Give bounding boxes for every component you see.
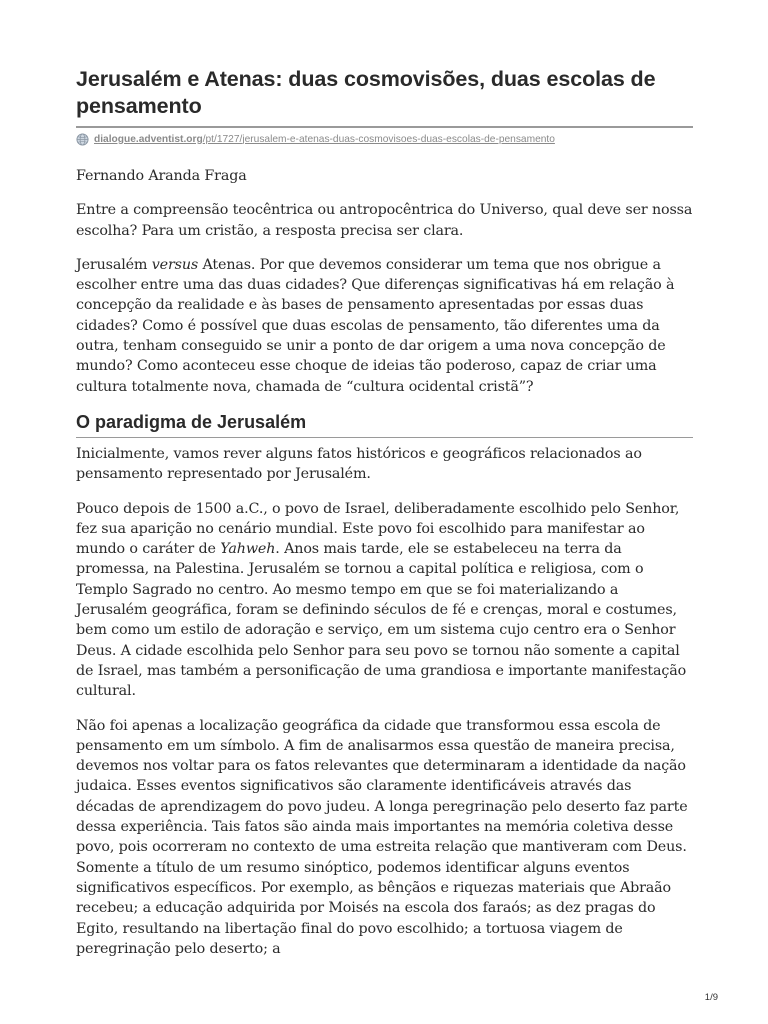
globe-icon <box>76 133 89 146</box>
paragraph-2-rest: Atenas. Por que devemos considerar um tema que nos obrigue a escolher entre uma das duas cidades? Que diferenças significativas há em relação à concepção da realidade e às bases de pensamento apresentadas por essas duas cidades? Como é possível que duas escolas de pensamento, tão diferentes uma da outra, tenham conseguido se unir a ponto de dar origem a uma nova concepção de mundo? Como aconteceu esse choque de ideias tão poderoso, capaz de criar uma cultura totalmente nova, chamada de “cultura ocidental cristã”? <box>76 256 675 395</box>
section-heading: O paradigma de Jerusalém <box>76 411 307 432</box>
source-path: /pt/1727/jerusalem-e-atenas-duas-cosmovisoes-duas-escolas-de-pensamento <box>202 133 555 145</box>
paragraph-2-lead: Jerusalém <box>76 256 152 273</box>
section-paragraph-2-italic: Yahweh <box>220 541 276 558</box>
article-title: Jerusalém e Atenas: duas cosmovisões, duas escolas de pensamento <box>76 67 656 118</box>
paragraph-2-italic: versus <box>151 256 199 273</box>
intro-paragraph: Entre a compreensão teocêntrica ou antropocêntrica do Universo, qual deve ser nossa escolha? Para um cristão, a resposta precisa ser clara. <box>76 202 693 239</box>
page-number: 1/9 <box>704 992 718 1003</box>
article <box>76 66 693 959</box>
source-domain: dialogue.adventist.org <box>94 133 203 145</box>
title-divider <box>76 126 693 128</box>
section-paragraph-1: Inicialmente, vamos rever alguns fatos históricos e geográficos relacionados ao pensamento representado por Jerusalém. <box>76 445 642 483</box>
section-paragraph-3: Não foi apenas a localização geográfica da cidade que transformou essa escola de pensamento em um símbolo. A fim de analisarmos essa questão de maneira precisa, devemos nos voltar para os fatos relevantes que determinaram a identidade da nação judaica. Esses eventos significativos são claramente identificáveis através das décadas de aprendizagem do povo judeu. A longa peregrinação pelo deserto faz parte dessa experiência. Tais fatos são ainda mais importantes na memória coletiva desse povo, pois ocorreram no contexto de uma estreita relação que mantiveram com Deus. Somente a título de um resumo sinóptico, podemos identificar alguns eventos significativos específicos. Por exemplo, as bênçãos e riquezas materiais que Abraão recebeu; a educação adquirida por Moisés na escola dos faraós; as dez pragas do Egito, resultando na libertação final do povo escolhido; a tortuosa viagem de peregrinação pelo deserto; a <box>76 717 688 957</box>
section-paragraph-2-rest: . Anos mais tarde, ele se estabeleceu na terra da promessa, na Palestina. Jerusalém se tornou a capital política e religiosa, com o Templo Sagrado no centro. Ao mesmo tempo em que se foi materializando a Jerusalém geográfica, foram se definindo séculos de fé e crenças, moral e costumes, bem como um estilo de adoração e serviço, em um sistema cujo centro era o Senhor Deus. A cidade escolhida pelo Senhor para seu povo se tornou não somente a capital de Israel, mas também a personificação de uma grandiosa e importante manifestação cultural. <box>76 541 687 700</box>
section-paragraph-2 <box>76 499 693 702</box>
source-url[interactable] <box>94 134 555 145</box>
section-divider <box>76 437 693 438</box>
author-name: Fernando Aranda Fraga <box>76 168 247 184</box>
source-link[interactable] <box>76 131 693 147</box>
section-paragraph-2-lead: Pouco depois de 1500 a.C., o povo de Israel, deliberadamente escolhido pelo Senhor, fez sua aparição no cenário mundial. Este povo foi escolhido para manifestar ao mundo o caráter de <box>76 500 680 558</box>
paragraph-2 <box>76 255 693 397</box>
